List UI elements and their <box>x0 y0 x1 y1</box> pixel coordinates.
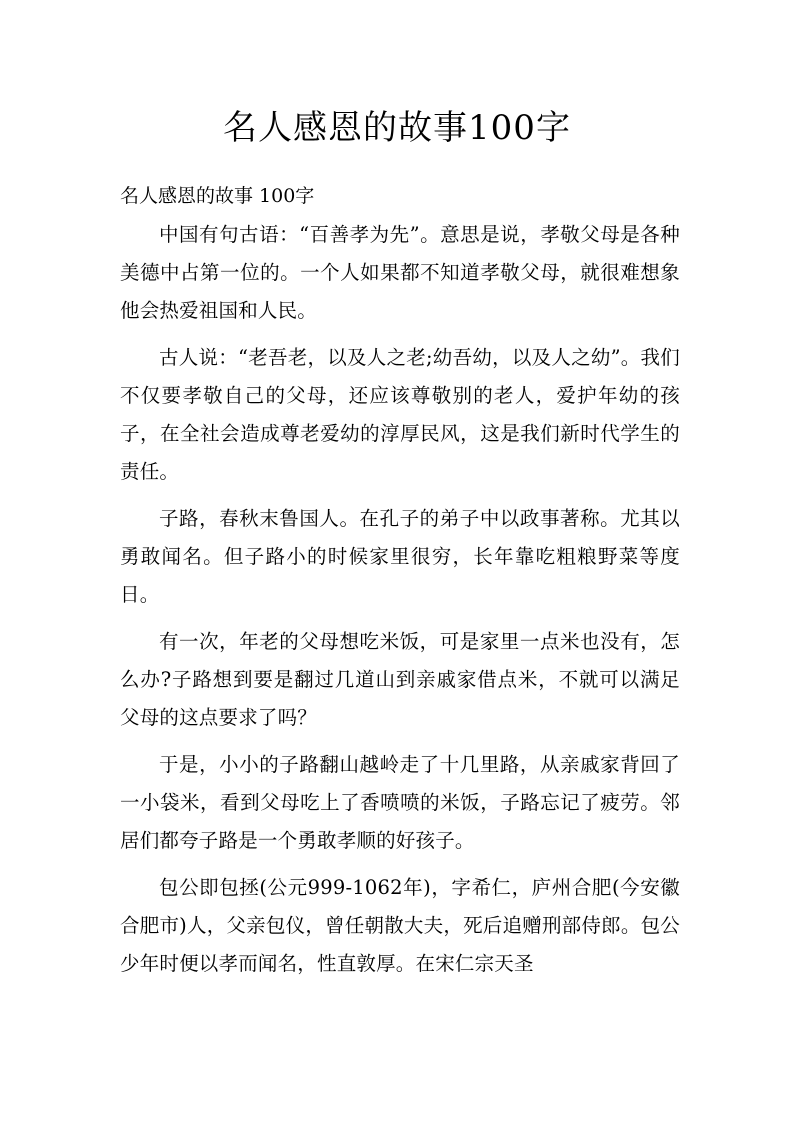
paragraph-2: 古人说：“老吾老，以及人之老;幼吾幼，以及人之幼”。我们不仅要孝敬自己的父母，还应该尊敬别的老人，爱护年幼的孩子，在全社会造成尊老爱幼的淳厚民风，这是我们新时代学生的责任。 <box>120 346 680 483</box>
document-subtitle: 名人感恩的故事 100字 <box>120 185 315 207</box>
paragraph-5: 于是，小小的子路翻山越岭走了十几里路，从亲戚家背回了一小袋米，看到父母吃上了香喷喷的米饭，子路忘记了疲劳。邻居们都夸子路是一个勇敢孝顺的好孩子。 <box>120 753 680 852</box>
document-body <box>120 216 680 992</box>
document-title: 名人感恩的故事100字 <box>223 108 571 148</box>
paragraph-3: 子路，春秋末鲁国人。在孔子的弟子中以政事著称。尤其以勇敢闻名。但子路小的时候家里很穷，长年靠吃粗粮野菜等度日。 <box>120 507 680 606</box>
paragraph-6: 包公即包拯(公元999-1062年)，字希仁，庐州合肥(今安徽合肥市)人，父亲包仪，曾任朝散大夫，死后追赠刑部侍郎。包公少年时便以孝而闻名，性直敦厚。在宋仁宗天圣 <box>120 876 680 975</box>
paragraph-1: 中国有句古语：“百善孝为先”。意思是说，孝敬父母是各种美德中占第一位的。一个人如果都不知道孝敬父母，就很难想象他会热爱祖国和人民。 <box>120 223 680 322</box>
paragraph-4: 有一次，年老的父母想吃米饭，可是家里一点米也没有，怎么办?子路想到要是翻过几道山到亲戚家借点米，不就可以满足父母的这点要求了吗？ <box>120 630 680 729</box>
